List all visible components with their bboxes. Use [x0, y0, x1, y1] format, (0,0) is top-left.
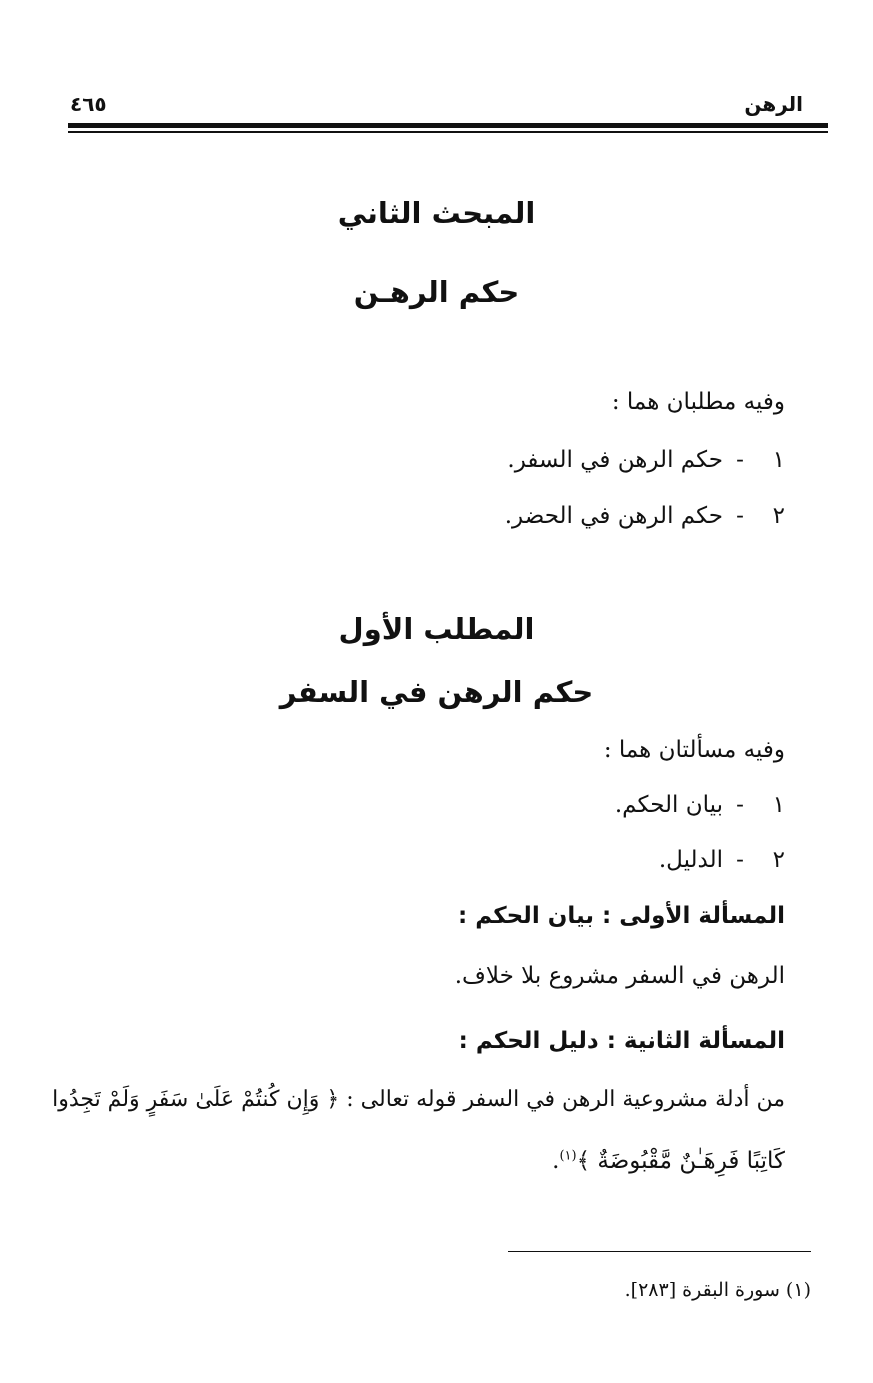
list-dash: - — [736, 792, 744, 818]
list-number: ١ — [772, 792, 785, 818]
intro-1-text: وفيه مطلبان هما : — [611, 389, 785, 415]
list-text: حكم الرهن في الحضر. — [504, 503, 723, 529]
list-number: ٢ — [772, 503, 785, 529]
running-header — [70, 92, 803, 122]
list-number: ١ — [772, 447, 785, 473]
mabhath-title: حكم الرهـن — [353, 275, 520, 309]
line-end: . — [552, 1148, 560, 1174]
question-1-text: الرهن في السفر مشروع بلا خلاف. — [454, 963, 785, 989]
list-dash: - — [736, 847, 744, 873]
list-text: حكم الرهن في السفر. — [507, 447, 723, 473]
evidence-prefix: من أدلة مشروعية الرهن في السفر قوله تعالى : — [339, 1087, 785, 1112]
question-2-heading: المسألة الثانية : دليل الحكم : — [458, 1028, 785, 1054]
list-text: بيان الحكم. — [614, 792, 723, 818]
question-1-heading: المسألة الأولى : بيان الحكم : — [457, 903, 785, 929]
footnote-text: (١) سورة البقرة [٢٨٣]. — [624, 1279, 811, 1301]
mabhath-heading: المبحث الثاني — [337, 196, 536, 230]
header-title: الرهن — [744, 92, 803, 116]
list-item — [60, 847, 785, 873]
matlab-title: حكم الرهن في السفر — [279, 675, 594, 709]
list-dash: - — [736, 503, 744, 529]
list-item — [60, 447, 785, 473]
list-item — [60, 503, 785, 529]
verse-part-2: كَاتِبًا فَرِهَـٰنٌ مَّقْبُوضَةٌ ﴾ — [576, 1148, 785, 1174]
footnote-divider — [508, 1251, 811, 1252]
matlab-heading: المطلب الأول — [338, 612, 535, 646]
verse-part-1: ﴿ وَإِن كُنتُمْ عَلَىٰ سَفَرٍ وَلَمْ تَجِدُوا — [52, 1087, 340, 1112]
page-number: ٤٦٥ — [70, 92, 107, 116]
header-rule-thick — [68, 123, 828, 128]
question-2-line-1 — [52, 1087, 785, 1112]
footnote-reference: (١) — [559, 1148, 577, 1164]
list-number: ٢ — [772, 847, 785, 873]
list-dash: - — [736, 447, 744, 473]
list-item — [60, 792, 785, 818]
header-rule-thin — [68, 131, 828, 133]
intro-2-text: وفيه مسألتان هما : — [603, 737, 785, 763]
list-text: الدليل. — [658, 847, 723, 873]
question-2-line-2 — [60, 1148, 785, 1174]
